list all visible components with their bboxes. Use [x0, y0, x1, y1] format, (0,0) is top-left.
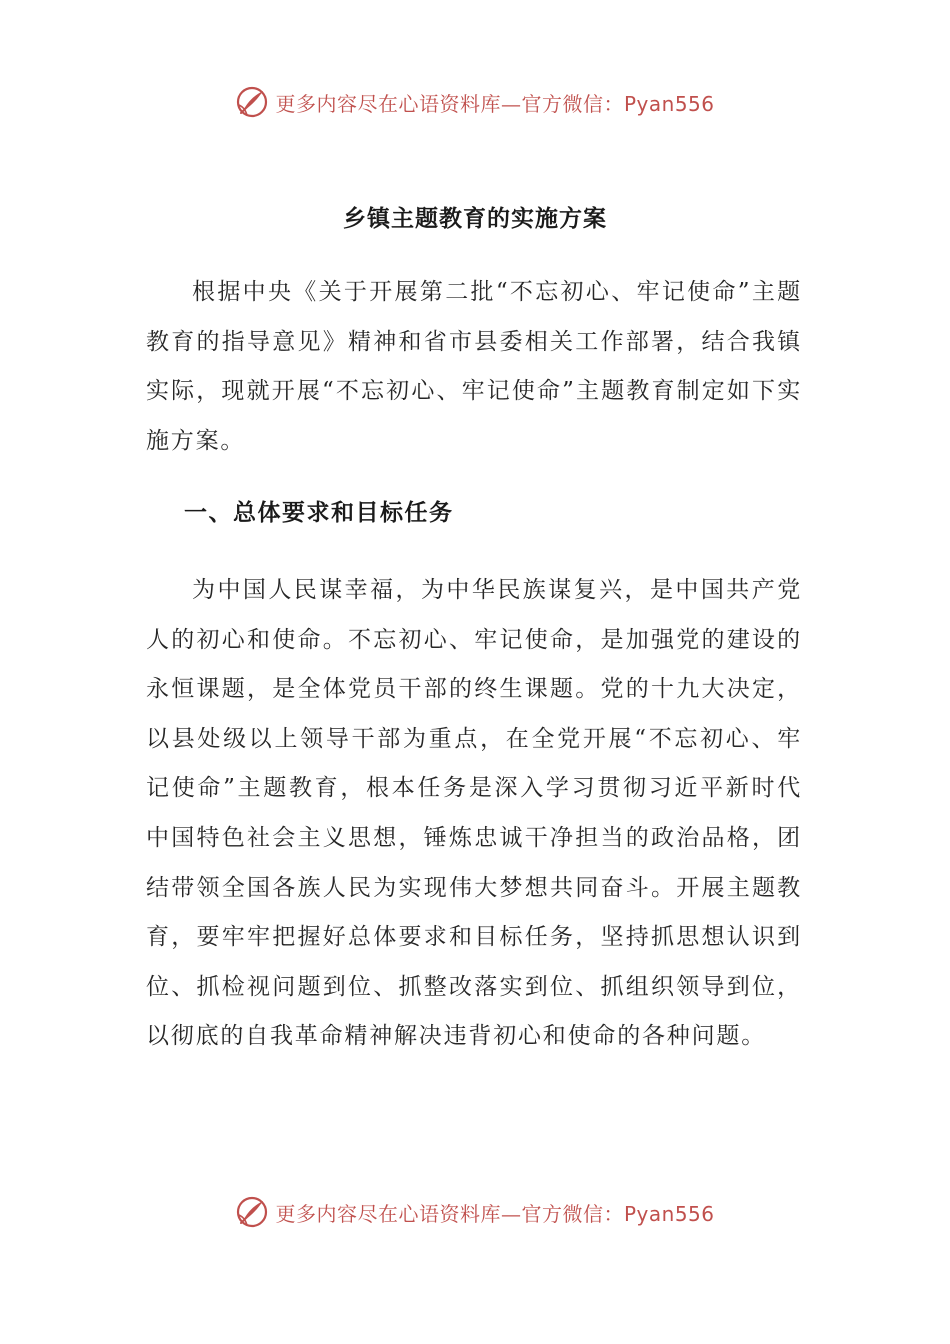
footer-banner-wechat-id: Pyan556 [623, 1201, 715, 1226]
header-banner-content [235, 85, 714, 119]
document-title: 乡镇主题教育的实施方案 [343, 205, 607, 232]
section-paragraph-block [146, 566, 802, 1062]
footer-banner-text [275, 1198, 714, 1227]
header-banner [0, 82, 950, 122]
quill-pen-circle-icon [235, 1195, 269, 1229]
footer-banner [0, 1192, 950, 1232]
quill-pen-circle-icon [235, 85, 269, 119]
intro-paragraph: 根据中央《关于开展第二批“不忘初心、牢记使命”主题教育的指导意见》精神和省市县委相关工作部署，结合我镇实际，现就开展“不忘初心、牢记使命”主题教育制定如下实施方案。 [146, 279, 802, 454]
header-banner-wechat-id: Pyan556 [623, 91, 715, 116]
footer-banner-content [235, 1195, 714, 1229]
footer-banner-main-text: 更多内容尽在心语资料库—官方微信： [275, 1201, 624, 1226]
section-heading: 一、总体要求和目标任务 [184, 499, 454, 526]
header-banner-main-text: 更多内容尽在心语资料库—官方微信： [275, 91, 624, 116]
header-banner-text [275, 88, 714, 117]
section-paragraph: 为中国人民谋幸福，为中华民族谋复兴，是中国共产党人的初心和使命。不忘初心、牢记使命，是加强党的建设的永恒课题，是全体党员干部的终生课题。党的十九大决定，以县处级以上领导干部为重点，在全党开展“不忘初心、牢记使命”主题教育，根本任务是深入学习贯彻习近平新时代中国特色社会主义思想，锤炼忠诚干净担当的政治品格，团结带领全国各族人民为实现伟大梦想共同奋斗。开展主题教育，要牢牢把握好总体要求和目标任务，坚持抓思想认识到位、抓检视问题到位、抓整改落实到位、抓组织领导到位，以彻底的自我革命精神解决违背初心和使命的各种问题。 [146, 577, 802, 1050]
intro-paragraph-block [146, 268, 802, 466]
